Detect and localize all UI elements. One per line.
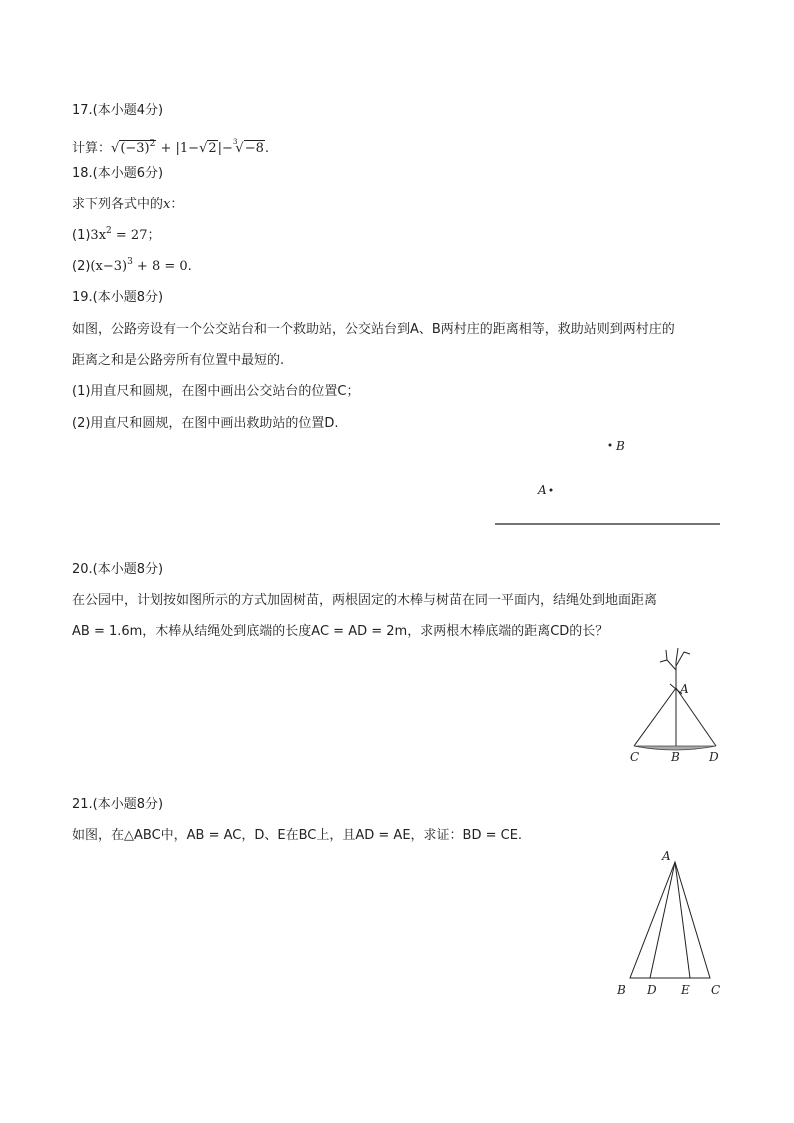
label-c: C bbox=[630, 750, 640, 764]
segment-ad bbox=[650, 862, 675, 978]
q17-rad1-text: (−3) bbox=[120, 141, 150, 156]
q18-item1-num: (1) bbox=[72, 228, 91, 243]
q17-abs-close: |− bbox=[217, 141, 233, 156]
point-a-label: A bbox=[538, 483, 547, 497]
q18-prompt-end: ： bbox=[170, 197, 184, 212]
q19-header: 19.(本小题8分) bbox=[72, 290, 164, 305]
sqrt-sign: √ bbox=[199, 141, 208, 156]
q21-figure bbox=[610, 848, 730, 998]
point-b-label: B bbox=[616, 439, 625, 453]
stick-ad bbox=[676, 688, 716, 746]
q20-line-2: AB = 1.6m，木棒从结绳处到底端的长度AC = AD = 2m，求两根木棒底端的距离CD的长？ bbox=[72, 624, 609, 639]
stick-ac bbox=[634, 688, 676, 746]
label-e: E bbox=[681, 983, 690, 997]
q17-expression bbox=[72, 132, 269, 159]
q21-line-1: 如图，在△ABC中，AB = AC，D、E在BC上，且AD = AE，求证：BD = CE. bbox=[72, 828, 523, 843]
segment-ae bbox=[675, 862, 690, 978]
q18-prompt bbox=[72, 195, 183, 215]
q18-prompt-var: x bbox=[163, 197, 171, 212]
triangle-abc bbox=[630, 862, 710, 978]
q17-radicand-3: −8 bbox=[244, 141, 264, 156]
q17-plus: + bbox=[156, 141, 176, 156]
q18-header: 18.(本小题6分) bbox=[72, 166, 164, 181]
label-b: B bbox=[671, 750, 680, 764]
q18-item2-num: (2) bbox=[72, 259, 91, 274]
q19-line-3: (1)用直尺和圆规，在图中画出公交站台的位置C； bbox=[72, 384, 360, 399]
q17-header: 17.(本小题4分) bbox=[72, 103, 164, 118]
label-d: D bbox=[647, 983, 657, 997]
q19-line-1: 如图，公路旁设有一个公交站台和一个救助站，公交站台到A、B两村庄的距离相等，救助站则到两村庄的 bbox=[72, 322, 675, 337]
q18-item2-rest: + 8 = 0. bbox=[132, 259, 192, 274]
q21-header: 21.(本小题8分) bbox=[72, 797, 164, 812]
q17-prefix: 计算： bbox=[72, 141, 112, 156]
q18-item-2 bbox=[72, 257, 192, 277]
q20-header: 20.(本小题8分) bbox=[72, 562, 164, 577]
cube-root-sign: √ bbox=[235, 141, 244, 156]
q17-exp1: 2 bbox=[149, 139, 156, 149]
q20-line-1: 在公园中，计划按如图所示的方式加固树苗，两根固定的木棒与树苗在同一平面内，结绳处到地面距离 bbox=[72, 593, 658, 608]
q18-prompt-text: 求下列各式中的 bbox=[72, 197, 164, 212]
q17-end: . bbox=[264, 141, 270, 156]
q17-cube-index: 3 bbox=[232, 138, 238, 146]
q18-item1-rest: = 27； bbox=[111, 228, 161, 243]
label-a: A bbox=[662, 849, 671, 863]
q20-figure bbox=[620, 640, 730, 770]
sqrt-sign: √ bbox=[111, 141, 120, 156]
label-a: A bbox=[680, 682, 689, 696]
label-d: D bbox=[709, 750, 719, 764]
q17-radicand-2: 2 bbox=[208, 141, 217, 156]
point-a bbox=[550, 489, 553, 492]
q18-item1-base: 3x bbox=[90, 228, 107, 243]
q19-figure bbox=[490, 430, 725, 530]
q18-item2-base: (x−3) bbox=[90, 259, 128, 274]
q19-line-2: 距离之和是公路旁所有位置中最短的. bbox=[72, 353, 285, 368]
q17-abs-open: |1− bbox=[175, 141, 200, 156]
q18-item1-exp: 2 bbox=[106, 226, 112, 236]
label-b: B bbox=[617, 983, 626, 997]
q18-item2-exp: 3 bbox=[127, 257, 133, 267]
point-b bbox=[609, 444, 612, 447]
q19-line-4: (2)用直尺和圆规，在图中画出救助站的位置D. bbox=[72, 416, 339, 431]
q17-radicand-1 bbox=[119, 140, 156, 156]
q18-item-1 bbox=[72, 226, 160, 246]
label-c: C bbox=[711, 983, 721, 997]
